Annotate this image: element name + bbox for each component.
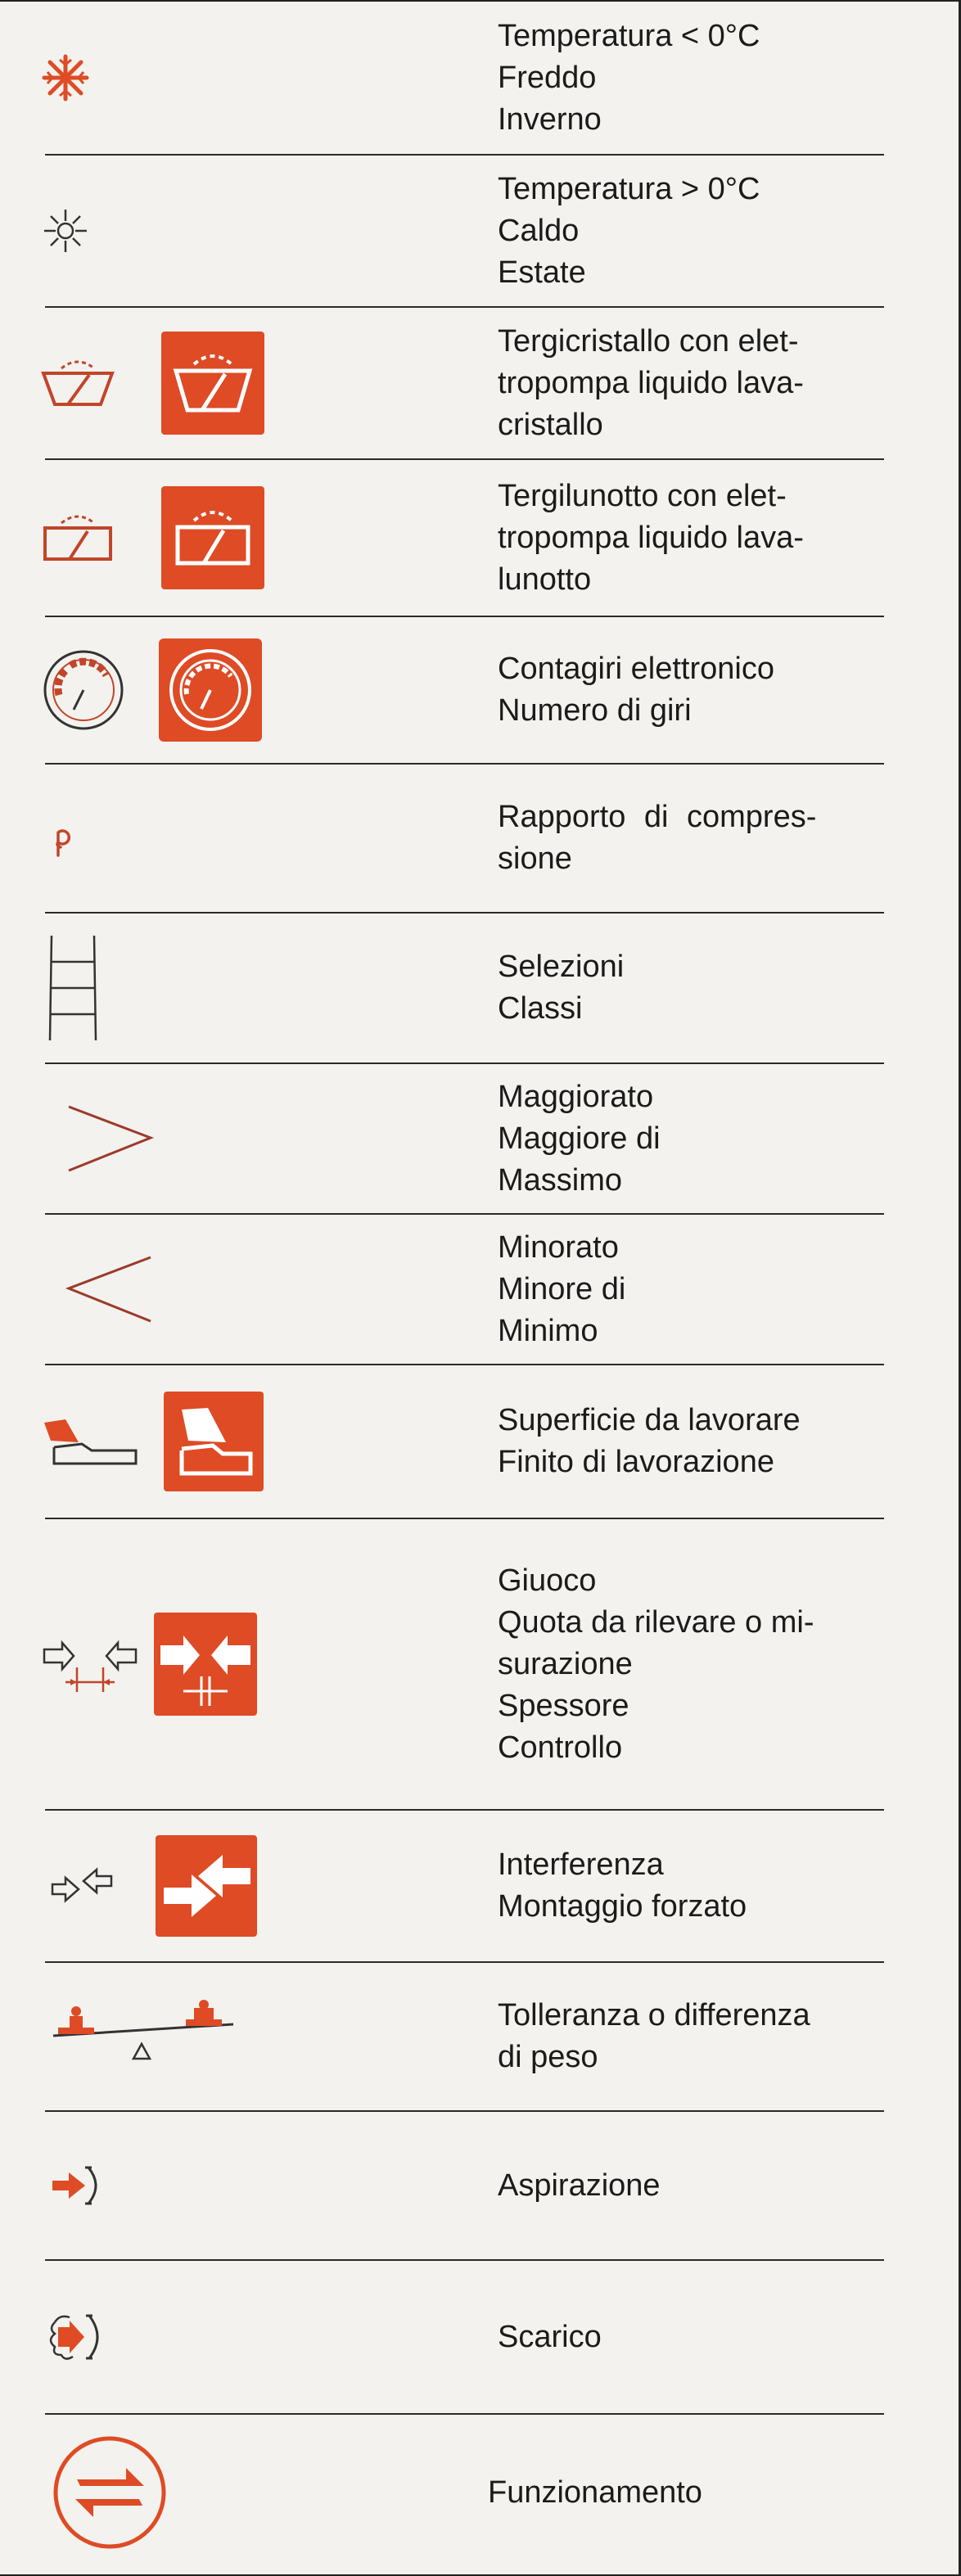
legend-line: Temperatura > 0°C	[498, 171, 760, 206]
legend-text	[498, 617, 876, 763]
less-than-icon	[65, 1252, 156, 1326]
legend-row-warm	[0, 156, 884, 306]
legend-text	[488, 2415, 876, 2570]
legend-line: Rapporto di compres-	[498, 800, 817, 834]
legend-line: tropompa liquido lava-	[498, 365, 804, 400]
legend-text	[498, 1963, 876, 2110]
legend-row-weight-tolerance	[0, 1963, 884, 2110]
clearance-measure-icon	[41, 1631, 139, 1697]
legend-line: Inverno	[498, 102, 602, 137]
legend-line: Giuoco	[498, 1563, 597, 1598]
legend-text	[498, 765, 876, 912]
legend-line: Classi	[498, 991, 583, 1026]
legend-line: di peso	[498, 2040, 598, 2074]
legend-line: Massimo	[498, 1162, 623, 1198]
sun-icon	[41, 206, 90, 255]
legend-row-greater	[0, 1064, 884, 1213]
snowflake-icon	[41, 53, 90, 102]
surface-machining-icon	[41, 1413, 139, 1470]
legend-row-windscreen-wiper	[0, 308, 884, 458]
legend-line: Freddo	[498, 60, 597, 95]
intake-icon	[49, 2161, 106, 2210]
legend-line: Estate	[498, 255, 586, 290]
legend-line: lunotto	[498, 562, 592, 597]
legend-row-operation	[0, 2415, 884, 2570]
rear-wiper-boxed-icon	[161, 486, 264, 589]
legend-line: Maggiorato	[498, 1079, 654, 1114]
legend-text	[498, 308, 876, 458]
legend-line: Superficie da lavorare	[498, 1403, 801, 1437]
legend-line: Temperatura < 0°C	[498, 18, 760, 53]
legend-line: Tergilunotto con elet-	[498, 478, 787, 513]
legend-line: Quota da rilevare o mi-	[498, 1604, 814, 1640]
legend-text	[498, 2, 876, 154]
greater-than-icon	[65, 1102, 156, 1175]
windscreen-wiper-boxed-icon	[161, 332, 264, 435]
legend-line: sione	[498, 841, 572, 876]
legend-line: tropompa liquido lava-	[498, 520, 804, 555]
operation-arrows-icon	[51, 2434, 169, 2551]
legend-row-exhaust	[0, 2261, 884, 2413]
windscreen-wiper-icon	[37, 350, 119, 416]
legend-line: Finito di lavorazione	[498, 1445, 774, 1479]
legend-row-clearance	[0, 1519, 884, 1809]
legend-line: Numero di giri	[498, 693, 692, 728]
legend-line: Controllo	[498, 1730, 623, 1765]
legend-line: Minimo	[498, 1313, 598, 1348]
legend-line: Montaggio forzato	[498, 1889, 747, 1924]
legend-line: Funzionamento	[488, 2474, 702, 2510]
legend-line: Tergicristallo con elet-	[498, 323, 799, 359]
legend-line: Selezioni	[498, 950, 625, 984]
legend-line: Scarico	[498, 2319, 602, 2354]
legend-text	[498, 460, 876, 616]
legend-text	[498, 1215, 876, 1364]
rho-compression-icon	[49, 818, 74, 859]
legend-row-tachometer	[0, 617, 884, 763]
legend-line: Aspirazione	[498, 2168, 661, 2203]
legend-line: Spessore	[498, 1688, 629, 1723]
exhaust-icon	[45, 2304, 111, 2370]
legend-line: Tolleranza o differenza	[498, 1998, 810, 2032]
legend-text	[498, 1519, 876, 1809]
interference-icon	[49, 1861, 115, 1911]
tachometer-icon	[41, 647, 126, 733]
ladder-icon	[45, 931, 102, 1045]
legend-row-selections	[0, 914, 884, 1062]
clearance-measure-boxed-icon	[154, 1613, 257, 1716]
legend-text	[498, 1365, 876, 1518]
legend-row-interference	[0, 1811, 884, 1961]
legend-row-surface-machining	[0, 1365, 884, 1518]
legend-line: Caldo	[498, 213, 580, 248]
interference-boxed-icon	[156, 1835, 257, 1937]
tachometer-boxed-icon	[159, 638, 262, 742]
legend-text	[498, 2112, 876, 2259]
balance-scale-icon	[45, 2000, 241, 2073]
legend-line: Interferenza	[498, 1847, 664, 1882]
rear-wiper-icon	[37, 505, 119, 571]
legend-row-compression-ratio	[0, 765, 884, 912]
legend-row-cold	[0, 2, 884, 154]
legend-line: Maggiore di	[498, 1121, 661, 1156]
legend-text	[498, 1064, 876, 1213]
legend-row-intake	[0, 2112, 884, 2259]
legend-text	[498, 2261, 876, 2413]
legend-line: Minorato	[498, 1229, 619, 1265]
legend-text	[498, 156, 876, 306]
legend-text	[498, 1811, 876, 1961]
legend-line: cristallo	[498, 407, 603, 442]
legend-line: Minore di	[498, 1271, 626, 1306]
legend-text	[498, 914, 876, 1062]
legend-row-less	[0, 1215, 884, 1364]
legend-line: surazione	[498, 1646, 633, 1681]
legend-line: Contagiri elettronico	[498, 652, 774, 686]
surface-machining-boxed-icon	[164, 1392, 264, 1491]
legend-row-rear-wiper	[0, 460, 884, 616]
